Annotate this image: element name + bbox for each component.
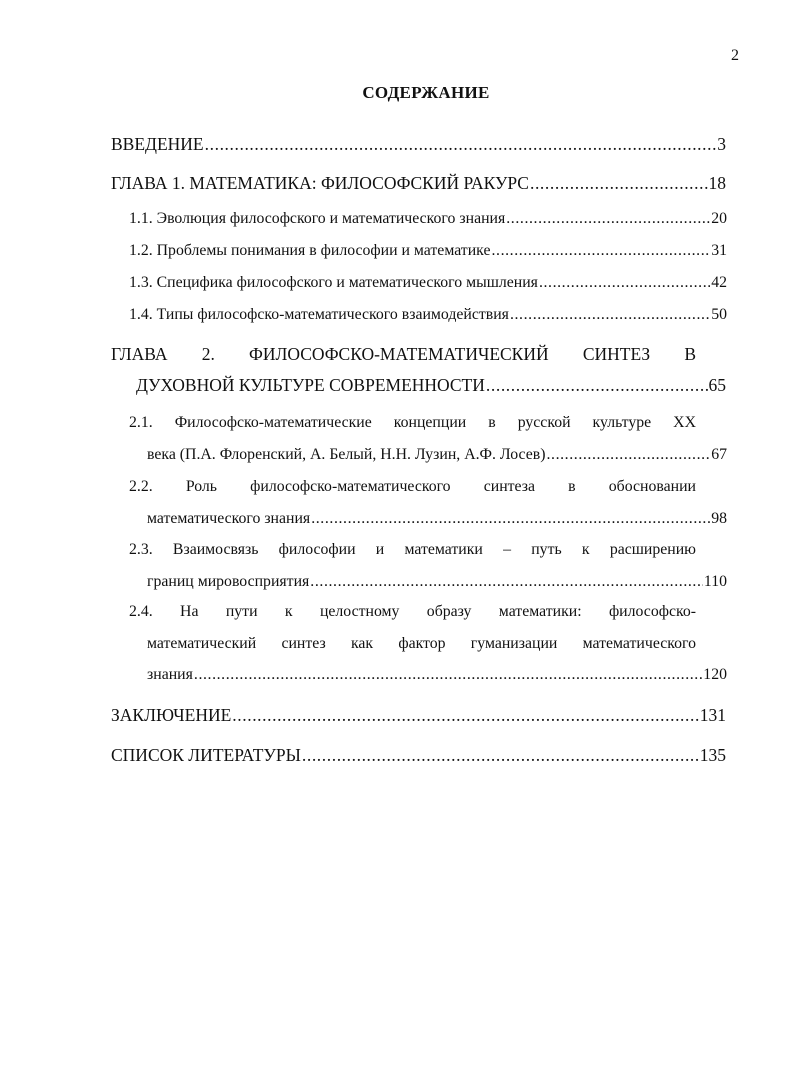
toc-label: ГЛАВА 1. МАТЕМАТИКА: ФИЛОСОФСКИЙ РАКУРС [111, 173, 529, 193]
toc-entry-chapter-2[interactable] [136, 375, 726, 396]
toc-entry-chapter-1[interactable] [111, 173, 726, 194]
page-title: СОДЕРЖАНИЕ [362, 83, 490, 102]
toc-page: 50 [711, 306, 727, 323]
toc-page: 110 [703, 573, 727, 590]
toc-section-2-2-line-1[interactable]: 2.2. Роль философско-математического синтеза в обосновании [129, 478, 696, 495]
leader-dots [491, 242, 710, 260]
toc-page: 3 [717, 134, 726, 154]
toc-entry-section-2-1[interactable] [147, 446, 727, 464]
toc-page: 131 [699, 705, 726, 725]
toc-label: СПИСОК ЛИТЕРАТУРЫ [111, 745, 301, 765]
toc-label: века (П.А. Флоренский, А. Белый, Н.Н. Лузин, А.Ф. Лосев) [147, 446, 546, 463]
toc-page: 135 [699, 745, 726, 765]
toc-entry-section-1-1[interactable] [129, 210, 727, 228]
toc-entry-introduction[interactable] [111, 134, 726, 155]
toc-label: ЗАКЛЮЧЕНИЕ [111, 705, 232, 725]
toc-section-2-1-line-1[interactable]: 2.1. Философско-математические концепции в русской культуре XX [129, 414, 696, 431]
toc-entry-conclusion[interactable] [111, 705, 726, 726]
toc-section-2-4-line-1[interactable]: 2.4. На пути к целостному образу математики: философско- [129, 603, 696, 620]
toc-entry-section-2-3[interactable] [147, 573, 727, 591]
leader-dots [506, 210, 710, 228]
toc-entry-section-2-4[interactable] [147, 666, 727, 684]
page-number: 2 [731, 47, 739, 64]
toc-page: 120 [703, 666, 727, 683]
toc-label: знания [147, 666, 193, 683]
leader-dots [486, 375, 708, 396]
leader-dots [205, 134, 717, 155]
toc-section-2-3-line-1[interactable]: 2.3. Взаимосвязь философии и математики – путь к расширению [129, 541, 696, 558]
toc-label: границ мировосприятия [147, 573, 310, 590]
toc-page: 18 [708, 173, 726, 193]
toc-page: 31 [711, 242, 727, 259]
toc-label: 1.1. Эволюция философского и математического знания [129, 210, 506, 227]
toc-page: 65 [708, 375, 726, 395]
toc-label: 1.2. Проблемы понимания в философии и математике [129, 242, 491, 259]
leader-dots [539, 274, 710, 292]
toc-label: 1.3. Специфика философского и математического мышления [129, 274, 538, 291]
toc-section-2-4-line-2[interactable]: математический синтез как фактор гуманизации математического [147, 635, 696, 652]
leader-dots [510, 306, 710, 324]
toc-label: 1.4. Типы философско-математического взаимодействия [129, 306, 509, 323]
leader-dots [546, 446, 710, 464]
leader-dots [232, 705, 698, 726]
leader-dots [311, 510, 710, 528]
toc-entry-section-1-4[interactable] [129, 306, 727, 324]
leader-dots [194, 666, 702, 684]
toc-label: ДУХОВНОЙ КУЛЬТУРЕ СОВРЕМЕННОСТИ [136, 375, 485, 395]
toc-page: 20 [711, 210, 727, 227]
toc-entry-section-1-3[interactable] [129, 274, 727, 292]
leader-dots [302, 745, 699, 766]
leader-dots [530, 173, 708, 194]
toc-page: 67 [711, 446, 727, 463]
toc-page: 98 [711, 510, 727, 527]
toc-entry-section-1-2[interactable] [129, 242, 727, 260]
toc-label: ВВЕДЕНИЕ [111, 134, 204, 154]
toc-entry-references[interactable] [111, 745, 726, 766]
leader-dots [310, 573, 703, 591]
toc-label: математического знания [147, 510, 311, 527]
toc-page: 42 [711, 274, 727, 291]
toc-chapter-2-line-1[interactable]: ГЛАВА 2. ФИЛОСОФСКО-МАТЕМАТИЧЕСКИЙ СИНТЕЗ В [111, 344, 696, 364]
toc-entry-section-2-2[interactable] [147, 510, 727, 528]
